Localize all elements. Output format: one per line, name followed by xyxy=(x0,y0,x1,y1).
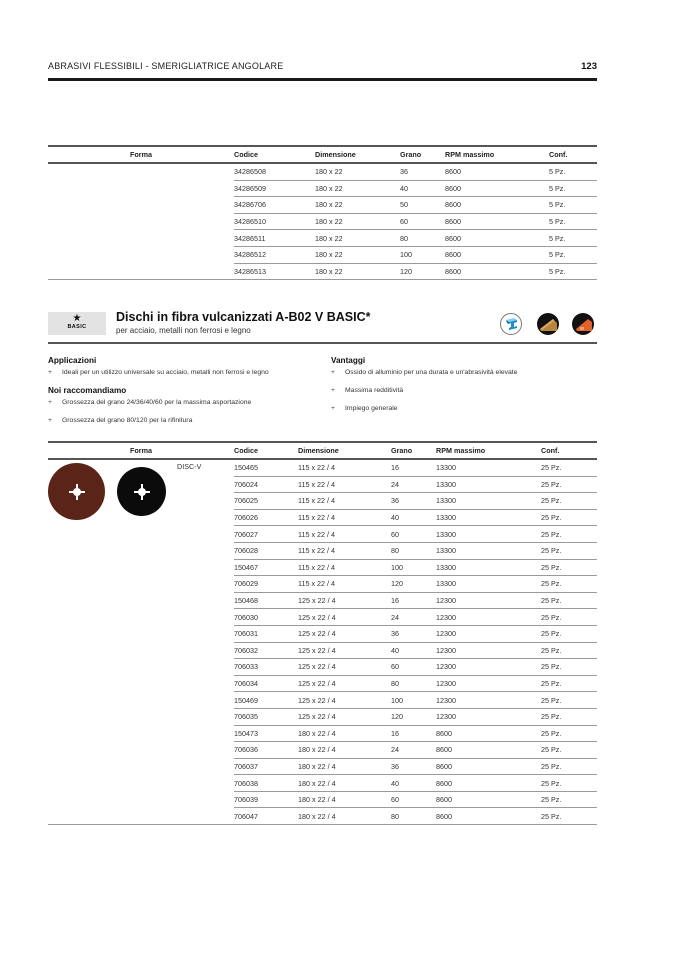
grano-cell: 50 xyxy=(400,197,445,214)
codice-cell: 706037 xyxy=(234,758,298,775)
codice-cell: 150473 xyxy=(234,725,298,742)
rpm-cell: 8600 xyxy=(445,163,549,180)
dimensione-cell: 115 x 22 / 4 xyxy=(298,493,391,510)
steel-icon xyxy=(500,313,522,335)
column-header-forma: Forma xyxy=(48,146,234,163)
page-number: 123 xyxy=(581,61,597,72)
codice-cell: 34286513 xyxy=(234,263,315,280)
conf-cell: 25 Pz. xyxy=(541,476,597,493)
rpm-cell: 13300 xyxy=(436,526,541,543)
conf-cell: 25 Pz. xyxy=(541,808,597,825)
forma-cell xyxy=(48,230,234,247)
dimensione-cell: 115 x 22 / 4 xyxy=(298,459,391,476)
conf-cell: 25 Pz. xyxy=(541,775,597,792)
dimensione-cell: 125 x 22 / 4 xyxy=(298,592,391,609)
conf-cell: 25 Pz. xyxy=(541,576,597,593)
conf-cell: 5 Pz. xyxy=(549,197,597,214)
list-item: + Grossezza del grano 80/120 per la rifinitura xyxy=(48,416,328,431)
advantages-section xyxy=(331,356,601,419)
conf-cell: 25 Pz. xyxy=(541,791,597,808)
dimensione-cell: 180 x 22 xyxy=(315,230,400,247)
dimensione-cell: 125 x 22 / 4 xyxy=(298,708,391,725)
dimensione-cell: 180 x 22 / 4 xyxy=(298,742,391,759)
forma-cell xyxy=(48,725,234,742)
dimensione-cell: 115 x 22 / 4 xyxy=(298,559,391,576)
product-table-1 xyxy=(48,145,597,280)
conf-cell: 25 Pz. xyxy=(541,526,597,543)
column-header-grano: Grano xyxy=(400,146,445,163)
rpm-cell: 12300 xyxy=(436,625,541,642)
forma-cell xyxy=(48,775,234,792)
grano-cell: 36 xyxy=(391,758,436,775)
forma-cell xyxy=(48,197,234,214)
page-header-title: ABRASIVI FLESSIBILI - SMERIGLIATRICE ANGOLARE xyxy=(48,61,284,71)
table-row xyxy=(48,213,597,230)
grano-cell: 24 xyxy=(391,476,436,493)
forma-cell xyxy=(48,213,234,230)
conf-cell: 25 Pz. xyxy=(541,692,597,709)
dimensione-cell: 180 x 22 / 4 xyxy=(298,725,391,742)
grano-cell: 16 xyxy=(391,459,436,476)
table-row xyxy=(48,625,597,642)
codice-cell: 34286512 xyxy=(234,246,315,263)
dimensione-cell: 125 x 22 / 4 xyxy=(298,625,391,642)
table-row xyxy=(48,592,597,609)
codice-cell: 150468 xyxy=(234,592,298,609)
forma-cell xyxy=(48,542,234,559)
grano-cell: 24 xyxy=(391,742,436,759)
forma-cell xyxy=(48,642,234,659)
codice-cell: 706027 xyxy=(234,526,298,543)
conf-cell: 25 Pz. xyxy=(541,758,597,775)
non-ferrous-metal-icon xyxy=(537,313,559,335)
grano-cell: 120 xyxy=(400,263,445,280)
table-row xyxy=(48,692,597,709)
forma-cell xyxy=(48,659,234,676)
grano-cell: 60 xyxy=(391,791,436,808)
table-row xyxy=(48,263,597,280)
forma-cell xyxy=(48,708,234,725)
conf-cell: 25 Pz. xyxy=(541,592,597,609)
forma-cell xyxy=(48,758,234,775)
table-row xyxy=(48,230,597,247)
forma-cell xyxy=(48,263,234,280)
column-header-conf: Conf. xyxy=(549,146,597,163)
rpm-cell: 13300 xyxy=(436,509,541,526)
conf-cell: 25 Pz. xyxy=(541,742,597,759)
table-row xyxy=(48,725,597,742)
grano-cell: 100 xyxy=(391,692,436,709)
grano-cell: 60 xyxy=(400,213,445,230)
page-header xyxy=(48,61,597,73)
rpm-cell: 13300 xyxy=(436,576,541,593)
codice-cell: 706025 xyxy=(234,493,298,510)
codice-cell: 706026 xyxy=(234,509,298,526)
grano-cell: 120 xyxy=(391,576,436,593)
table-row xyxy=(48,542,597,559)
table-header-row xyxy=(48,146,597,163)
grano-cell: 36 xyxy=(391,493,436,510)
rpm-cell: 8600 xyxy=(445,246,549,263)
table-row xyxy=(48,791,597,808)
list-item: + Ideali per un utilizzo universale su acciaio, metalli non ferrosi e legno xyxy=(48,368,328,382)
table-row xyxy=(48,775,597,792)
list-item: + Ossido di alluminio per una durata e un'abrasività elevate xyxy=(331,368,601,383)
codice-cell: 706024 xyxy=(234,476,298,493)
table-row xyxy=(48,708,597,725)
applications-heading: Applicazioni xyxy=(48,356,97,365)
dimensione-cell: 180 x 22 / 4 xyxy=(298,808,391,825)
table-row xyxy=(48,559,597,576)
dimensione-cell: 180 x 22 xyxy=(315,180,400,197)
product-title: Dischi in fibra vulcanizzati A-B02 V BASIC* xyxy=(116,310,371,324)
section-divider xyxy=(48,342,597,344)
column-header-dimensione: Dimensione xyxy=(315,146,400,163)
table-row xyxy=(48,246,597,263)
grano-cell: 40 xyxy=(400,180,445,197)
codice-cell: 34286508 xyxy=(234,163,315,180)
column-header-codice: Codice xyxy=(234,146,315,163)
column-header-forma: Forma xyxy=(48,442,234,459)
codice-cell: 706047 xyxy=(234,808,298,825)
grano-cell: 80 xyxy=(391,675,436,692)
rpm-cell: 13300 xyxy=(436,459,541,476)
rpm-cell: 12300 xyxy=(436,592,541,609)
recommendations-heading: Noi raccomandiamo xyxy=(48,386,127,395)
dimensione-cell: 180 x 22 xyxy=(315,263,400,280)
basic-badge xyxy=(48,312,106,335)
codice-cell: 706039 xyxy=(234,791,298,808)
conf-cell: 5 Pz. xyxy=(549,180,597,197)
forma-cell xyxy=(48,609,234,626)
dimensione-cell: 115 x 22 / 4 xyxy=(298,526,391,543)
rpm-cell: 8600 xyxy=(436,758,541,775)
table-row xyxy=(48,197,597,214)
rpm-cell: 13300 xyxy=(436,542,541,559)
rpm-cell: 12300 xyxy=(436,708,541,725)
rpm-cell: 13300 xyxy=(436,559,541,576)
codice-cell: 706032 xyxy=(234,642,298,659)
table-row xyxy=(48,642,597,659)
header-divider xyxy=(48,78,597,81)
conf-cell: 25 Pz. xyxy=(541,625,597,642)
table-row xyxy=(48,659,597,676)
codice-cell: 34286510 xyxy=(234,213,315,230)
codice-cell: 706036 xyxy=(234,742,298,759)
column-header-grano: Grano xyxy=(391,442,436,459)
grano-cell: 80 xyxy=(391,808,436,825)
product-subtitle: per acciaio, metalli non ferrosi e legno xyxy=(116,326,251,335)
forma-cell xyxy=(48,742,234,759)
forma-cell xyxy=(48,808,234,825)
table-header-row xyxy=(48,442,597,459)
conf-cell: 25 Pz. xyxy=(541,459,597,476)
conf-cell: 25 Pz. xyxy=(541,725,597,742)
conf-cell: 25 Pz. xyxy=(541,642,597,659)
table-row xyxy=(48,526,597,543)
rpm-cell: 12300 xyxy=(436,659,541,676)
dimensione-cell: 180 x 22 xyxy=(315,163,400,180)
grano-cell: 40 xyxy=(391,509,436,526)
codice-cell: 150467 xyxy=(234,559,298,576)
codice-cell: 34286509 xyxy=(234,180,315,197)
conf-cell: 25 Pz. xyxy=(541,493,597,510)
codice-cell: 706030 xyxy=(234,609,298,626)
conf-cell: 5 Pz. xyxy=(549,246,597,263)
dimensione-cell: 125 x 22 / 4 xyxy=(298,609,391,626)
rpm-cell: 12300 xyxy=(436,675,541,692)
rpm-cell: 12300 xyxy=(436,609,541,626)
codice-cell: 34286511 xyxy=(234,230,315,247)
codice-cell: 706034 xyxy=(234,675,298,692)
codice-cell: 706031 xyxy=(234,625,298,642)
table-row xyxy=(48,576,597,593)
grano-cell: 60 xyxy=(391,659,436,676)
column-header-dimensione: Dimensione xyxy=(298,442,391,459)
basic-badge-label: BASIC xyxy=(67,324,87,330)
grano-cell: 80 xyxy=(400,230,445,247)
column-header-conf: Conf. xyxy=(541,442,597,459)
conf-cell: 25 Pz. xyxy=(541,659,597,676)
table-row xyxy=(48,675,597,692)
column-header-rpm: RPM massimo xyxy=(445,146,549,163)
rpm-cell: 8600 xyxy=(436,808,541,825)
conf-cell: 25 Pz. xyxy=(541,509,597,526)
rpm-cell: 13300 xyxy=(436,476,541,493)
column-header-rpm: RPM massimo xyxy=(436,442,541,459)
forma-cell xyxy=(48,246,234,263)
dimensione-cell: 125 x 22 / 4 xyxy=(298,642,391,659)
rpm-cell: 8600 xyxy=(436,725,541,742)
table-row xyxy=(48,163,597,180)
fiber-disc-brown-image xyxy=(48,463,105,520)
grano-cell: 40 xyxy=(391,642,436,659)
star-icon: ★ xyxy=(72,313,82,324)
advantages-heading: Vantaggi xyxy=(331,356,366,365)
grano-cell: 16 xyxy=(391,592,436,609)
conf-cell: 5 Pz. xyxy=(549,230,597,247)
rpm-cell: 8600 xyxy=(436,791,541,808)
forma-cell xyxy=(48,675,234,692)
table-row xyxy=(48,808,597,825)
table-row xyxy=(48,742,597,759)
grano-cell: 60 xyxy=(391,526,436,543)
dimensione-cell: 115 x 22 / 4 xyxy=(298,542,391,559)
codice-cell: 150465 xyxy=(234,459,298,476)
grano-cell: 36 xyxy=(391,625,436,642)
conf-cell: 25 Pz. xyxy=(541,542,597,559)
codice-cell: 34286706 xyxy=(234,197,315,214)
list-item: + Impiego generale xyxy=(331,404,601,419)
rpm-cell: 8600 xyxy=(436,775,541,792)
forma-label: DISC-V xyxy=(177,462,202,471)
conf-cell: 5 Pz. xyxy=(549,263,597,280)
rpm-cell: 8600 xyxy=(436,742,541,759)
table-row xyxy=(48,758,597,775)
rpm-cell: 8600 xyxy=(445,213,549,230)
dimensione-cell: 125 x 22 / 4 xyxy=(298,692,391,709)
rpm-cell: 8600 xyxy=(445,180,549,197)
conf-cell: 25 Pz. xyxy=(541,559,597,576)
list-item: + Massima redditività xyxy=(331,386,601,401)
codice-cell: 706029 xyxy=(234,576,298,593)
dimensione-cell: 180 x 22 xyxy=(315,246,400,263)
codice-cell: 706038 xyxy=(234,775,298,792)
rpm-cell: 13300 xyxy=(436,493,541,510)
grano-cell: 100 xyxy=(391,559,436,576)
list-item: + Grossezza del grano 24/36/40/60 per la massima asportazione xyxy=(48,398,328,413)
codice-cell: 706033 xyxy=(234,659,298,676)
table-row xyxy=(48,180,597,197)
dimensione-cell: 180 x 22 / 4 xyxy=(298,775,391,792)
grano-cell: 100 xyxy=(400,246,445,263)
dimensione-cell: 115 x 22 / 4 xyxy=(298,576,391,593)
fiber-disc-black-image xyxy=(117,467,166,516)
dimensione-cell: 115 x 22 / 4 xyxy=(298,476,391,493)
dimensione-cell: 180 x 22 / 4 xyxy=(298,758,391,775)
conf-cell: 25 Pz. xyxy=(541,708,597,725)
codice-cell: 706028 xyxy=(234,542,298,559)
recommendations-section xyxy=(48,386,328,431)
column-header-codice: Codice xyxy=(234,442,298,459)
forma-cell xyxy=(48,592,234,609)
codice-cell: 150469 xyxy=(234,692,298,709)
forma-cell xyxy=(48,559,234,576)
grano-cell: 24 xyxy=(391,609,436,626)
applications-section xyxy=(48,356,328,382)
forma-cell xyxy=(48,163,234,180)
dimensione-cell: 180 x 22 xyxy=(315,213,400,230)
forma-cell xyxy=(48,791,234,808)
rpm-cell: 8600 xyxy=(445,197,549,214)
forma-cell xyxy=(48,180,234,197)
forma-cell xyxy=(48,526,234,543)
dimensione-cell: 180 x 22 / 4 xyxy=(298,791,391,808)
grano-cell: 40 xyxy=(391,775,436,792)
forma-cell xyxy=(48,625,234,642)
conf-cell: 5 Pz. xyxy=(549,213,597,230)
grano-cell: 80 xyxy=(391,542,436,559)
grano-cell: 16 xyxy=(391,725,436,742)
codice-cell: 706035 xyxy=(234,708,298,725)
dimensione-cell: 115 x 22 / 4 xyxy=(298,509,391,526)
conf-cell: 25 Pz. xyxy=(541,609,597,626)
grano-cell: 120 xyxy=(391,708,436,725)
grano-cell: 36 xyxy=(400,163,445,180)
rpm-cell: 12300 xyxy=(436,692,541,709)
dimensione-cell: 180 x 22 xyxy=(315,197,400,214)
conf-cell: 25 Pz. xyxy=(541,675,597,692)
dimensione-cell: 125 x 22 / 4 xyxy=(298,659,391,676)
rpm-cell: 12300 xyxy=(436,642,541,659)
forma-cell xyxy=(48,692,234,709)
wood-icon xyxy=(572,313,594,335)
conf-cell: 5 Pz. xyxy=(549,163,597,180)
rpm-cell: 8600 xyxy=(445,230,549,247)
table-row xyxy=(48,609,597,626)
forma-cell xyxy=(48,576,234,593)
dimensione-cell: 125 x 22 / 4 xyxy=(298,675,391,692)
rpm-cell: 8600 xyxy=(445,263,549,280)
